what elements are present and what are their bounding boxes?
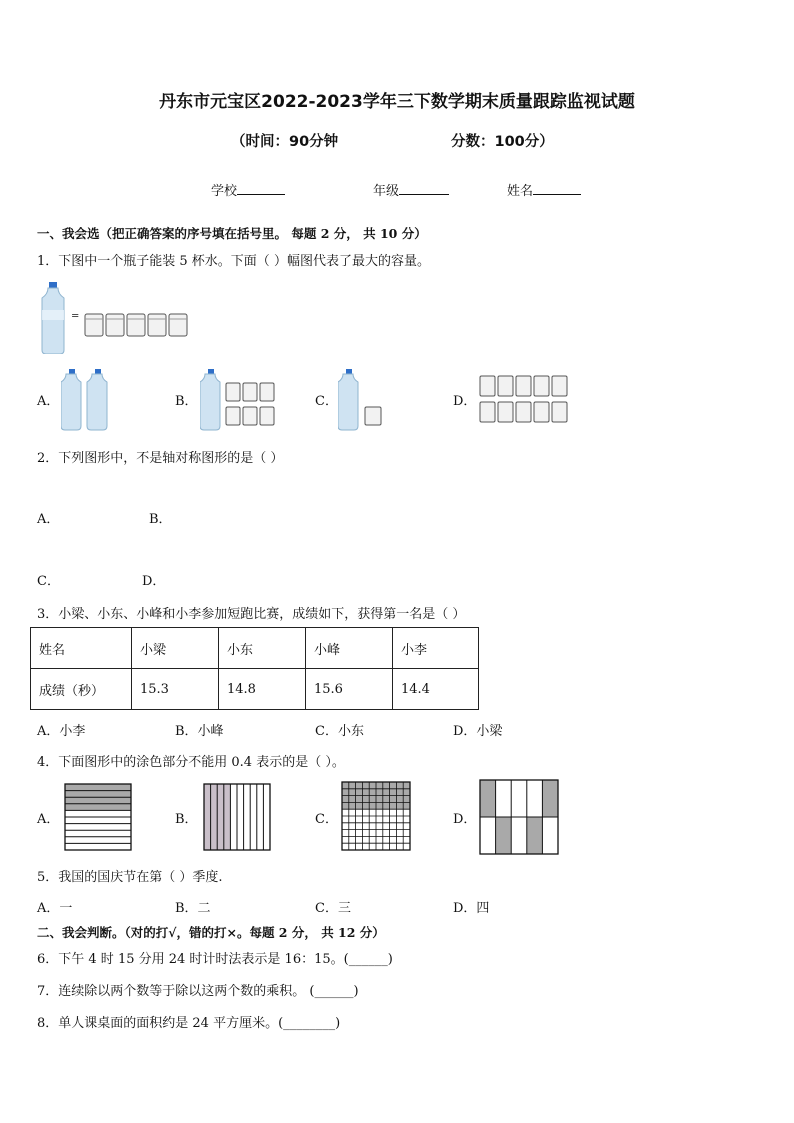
question-5: 5．我国的国庆节在第（ ）季度. bbox=[37, 870, 223, 885]
q3-option-d[interactable]: D．小梁 bbox=[453, 724, 503, 739]
q3-option-c[interactable]: C．小东 bbox=[315, 724, 364, 739]
table-cell: 成绩（秒） bbox=[31, 669, 132, 710]
q1-option-a-figure bbox=[61, 369, 111, 431]
glass-cup-icon bbox=[169, 314, 187, 336]
question-6: 6．下午 4 时 15 分用 24 时计时法表示是 16：15。(______) bbox=[37, 952, 393, 967]
glass-cup-icon bbox=[148, 314, 166, 336]
q3-option-b[interactable]: B．小峰 bbox=[175, 724, 224, 739]
q2-option-a[interactable]: A． bbox=[37, 512, 60, 527]
question-1: 1．下图中一个瓶子能装 5 杯水。下面（ ）幅图代表了最大的容量。 bbox=[37, 254, 430, 269]
table-cell: 小梁 bbox=[132, 628, 219, 669]
q4-option-c-label[interactable]: C． bbox=[315, 812, 338, 827]
scores-table bbox=[30, 627, 479, 710]
question-7: 7．连续除以两个数等于除以这两个数的乘积。 (______) bbox=[37, 984, 359, 999]
q2-option-d[interactable]: D． bbox=[142, 574, 166, 589]
q4-option-d-figure bbox=[479, 779, 559, 855]
question-4: 4．下面图形中的涂色部分不能用 0.4 表示的是（ ）。 bbox=[37, 755, 345, 770]
question-3: 3．小梁、小东、小峰和小李参加短跑比赛，成绩如下，获得第一名是（ ） bbox=[37, 607, 466, 622]
q1-option-c-label[interactable]: C． bbox=[315, 394, 338, 409]
section1-heading: 一、我会选（把正确答案的序号填在括号里。 每题 2 分， 共 10 分） bbox=[37, 226, 427, 241]
equals-sign: = bbox=[71, 311, 80, 322]
school-label: 学校 bbox=[211, 184, 238, 199]
table-cell: 姓名 bbox=[31, 628, 132, 669]
q2-option-c[interactable]: C． bbox=[37, 574, 60, 589]
page-title: 丹东市元宝区2022-2023学年三下数学期末质量跟踪监视试题 bbox=[159, 92, 635, 112]
table-cell: 15.6 bbox=[306, 669, 393, 710]
name-label: 姓名 bbox=[507, 184, 534, 199]
q4-option-a-figure bbox=[64, 783, 132, 851]
q1-option-c-figure bbox=[338, 369, 388, 431]
school-field bbox=[211, 180, 285, 199]
glass-cup-icon bbox=[106, 314, 124, 336]
q5-option-d[interactable]: D．四 bbox=[453, 901, 490, 916]
table-cell: 小李 bbox=[393, 628, 479, 669]
glass-cup-icon bbox=[127, 314, 145, 336]
cups-row-5 bbox=[83, 311, 191, 339]
q4-option-b-label[interactable]: B． bbox=[175, 812, 198, 827]
table-cell: 小东 bbox=[219, 628, 306, 669]
water-bottle-icon bbox=[200, 369, 220, 430]
q4-option-c-figure bbox=[341, 781, 411, 851]
water-bottle-icon bbox=[338, 369, 358, 430]
grade-blank[interactable] bbox=[399, 194, 449, 195]
section2-heading: 二、我会判断。（对的打√，错的打×。每题 2 分， 共 12 分） bbox=[37, 925, 385, 940]
name-field bbox=[507, 180, 581, 199]
table-header-row bbox=[31, 628, 479, 669]
q4-option-a-label[interactable]: A． bbox=[37, 812, 60, 827]
glass-cup-icon bbox=[85, 314, 103, 336]
q3-option-a[interactable]: A．小李 bbox=[37, 724, 86, 739]
water-bottle-icon bbox=[61, 369, 81, 430]
glass-cup-icon bbox=[365, 407, 381, 425]
water-bottle-icon bbox=[39, 282, 67, 354]
q5-option-a[interactable]: A．一 bbox=[37, 901, 73, 916]
question-8: 8．单人课桌面的面积约是 24 平方厘米。(________) bbox=[37, 1016, 341, 1031]
q1-option-d-label[interactable]: D． bbox=[453, 394, 477, 409]
table-cell: 小峰 bbox=[306, 628, 393, 669]
grade-field bbox=[373, 180, 449, 199]
q2-option-b[interactable]: B． bbox=[149, 512, 172, 527]
exam-time: （时间：90分钟 bbox=[231, 134, 339, 150]
q1-option-d-figure bbox=[478, 374, 572, 426]
exam-score: 分数：100分） bbox=[451, 134, 554, 150]
q4-option-d-label[interactable]: D． bbox=[453, 812, 477, 827]
q1-option-a-label[interactable]: A． bbox=[37, 394, 60, 409]
grade-label: 年级 bbox=[373, 184, 400, 199]
q5-option-c[interactable]: C．三 bbox=[315, 901, 351, 916]
table-row bbox=[31, 669, 479, 710]
table-cell: 15.3 bbox=[132, 669, 219, 710]
school-blank[interactable] bbox=[237, 194, 285, 195]
q4-option-b-figure bbox=[203, 783, 271, 851]
table-cell: 14.4 bbox=[393, 669, 479, 710]
q1-option-b-label[interactable]: B． bbox=[175, 394, 198, 409]
name-blank[interactable] bbox=[533, 194, 581, 195]
q5-option-b[interactable]: B．二 bbox=[175, 901, 211, 916]
question-2: 2．下列图形中，不是轴对称图形的是（ ） bbox=[37, 451, 284, 466]
water-bottle-icon bbox=[87, 369, 107, 430]
q1-option-b-figure bbox=[200, 369, 280, 431]
table-cell: 14.8 bbox=[219, 669, 306, 710]
